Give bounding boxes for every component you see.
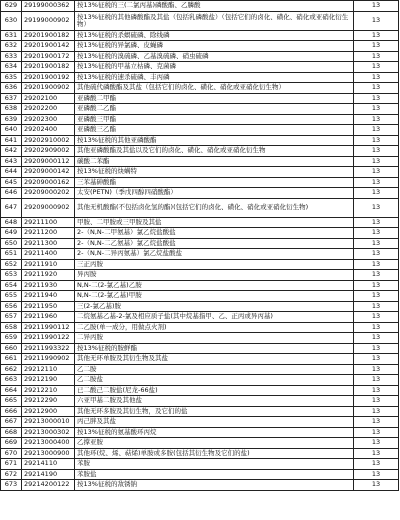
row-number-cell: 671 bbox=[1, 459, 22, 470]
rate-cell: 13 bbox=[354, 104, 399, 115]
table-row bbox=[1, 93, 399, 104]
tariff-code-cell: 29209000142 bbox=[22, 167, 75, 178]
description-cell: 按13%征税的异氯磷、皮蝇磷 bbox=[75, 41, 354, 52]
table-row bbox=[1, 343, 399, 354]
table-row bbox=[1, 217, 399, 228]
description-cell: 三正丙胺 bbox=[75, 259, 354, 270]
table-row bbox=[1, 51, 399, 62]
rate-cell: 13 bbox=[354, 385, 399, 396]
tariff-code-cell: 29211920 bbox=[22, 270, 75, 281]
table-row bbox=[1, 375, 399, 386]
rate-cell: 13 bbox=[354, 11, 399, 30]
table-row bbox=[1, 459, 399, 470]
tariff-code-cell: 29213000400 bbox=[22, 438, 75, 449]
row-number-cell: 633 bbox=[1, 51, 22, 62]
row-number-cell: 643 bbox=[1, 156, 22, 167]
table-row bbox=[1, 135, 399, 146]
table-row bbox=[1, 385, 399, 396]
row-number-cell: 638 bbox=[1, 104, 22, 115]
rate-cell: 13 bbox=[354, 354, 399, 365]
row-number-cell: 668 bbox=[1, 427, 22, 438]
description-cell: 三(2-氯乙基)胺 bbox=[75, 301, 354, 312]
rate-cell: 13 bbox=[354, 333, 399, 344]
table-row bbox=[1, 480, 399, 491]
table-row bbox=[1, 177, 399, 188]
row-number-cell: 653 bbox=[1, 270, 22, 281]
row-number-cell: 632 bbox=[1, 41, 22, 52]
description-cell: 按13%征税的氨基酸环丙烷 bbox=[75, 427, 354, 438]
table-row bbox=[1, 228, 399, 239]
table-row bbox=[1, 448, 399, 459]
row-number-cell: 667 bbox=[1, 417, 22, 428]
table-row bbox=[1, 167, 399, 178]
table-row bbox=[1, 438, 399, 449]
row-number-cell: 635 bbox=[1, 72, 22, 83]
row-number-cell: 640 bbox=[1, 125, 22, 136]
tariff-code-cell: 29211200 bbox=[22, 228, 75, 239]
tariff-code-cell: 29201900192 bbox=[22, 72, 75, 83]
row-number-cell: 639 bbox=[1, 114, 22, 125]
description-cell: 甲胺、二甲胺或三甲胺及其盐 bbox=[75, 217, 354, 228]
table-row bbox=[1, 364, 399, 375]
table-row bbox=[1, 469, 399, 480]
rate-cell: 13 bbox=[354, 280, 399, 291]
rate-cell: 13 bbox=[354, 459, 399, 470]
rate-cell: 13 bbox=[354, 480, 399, 491]
description-cell: 按13%征税的杀螟硫磷、除线磷 bbox=[75, 30, 354, 41]
tariff-code-cell: 29211300 bbox=[22, 238, 75, 249]
tariff-code-cell: 29202909002 bbox=[22, 146, 75, 157]
row-number-cell: 659 bbox=[1, 333, 22, 344]
row-number-cell: 654 bbox=[1, 280, 22, 291]
tariff-code-cell: 29211990902 bbox=[22, 354, 75, 365]
rate-cell: 13 bbox=[354, 301, 399, 312]
rate-cell: 13 bbox=[354, 249, 399, 260]
rate-cell: 13 bbox=[354, 396, 399, 407]
description-cell: 2-（N,N-二甲氨基）氯乙烷盐酸盐 bbox=[75, 228, 354, 239]
tariff-code-cell: 29201900172 bbox=[22, 51, 75, 62]
table-row bbox=[1, 396, 399, 407]
table-row bbox=[1, 312, 399, 323]
rate-cell: 13 bbox=[354, 291, 399, 302]
description-cell: 按13%征税的其他亚磷酸酯 bbox=[75, 135, 354, 146]
table-row bbox=[1, 114, 399, 125]
tariff-code-cell: 29211100 bbox=[22, 217, 75, 228]
description-cell: 按13%征税的敌锈钠 bbox=[75, 480, 354, 491]
row-number-cell: 662 bbox=[1, 364, 22, 375]
rate-cell: 13 bbox=[354, 83, 399, 94]
row-number-cell: 649 bbox=[1, 228, 22, 239]
description-cell: 苯胺 bbox=[75, 459, 354, 470]
table-row bbox=[1, 72, 399, 83]
table-row bbox=[1, 291, 399, 302]
table-row bbox=[1, 11, 399, 30]
rate-cell: 13 bbox=[354, 427, 399, 438]
tariff-code-cell: 29209000902 bbox=[22, 198, 75, 217]
tariff-code-cell: 29211940 bbox=[22, 291, 75, 302]
tariff-code-cell: 29211400 bbox=[22, 249, 75, 260]
description-cell: 碳酸二苯酯 bbox=[75, 156, 354, 167]
description-cell: 其他无机酸酯(不包括卤化氢的酯)(包括它们的卤化、磺化、硝化或亚硝化衍生物) bbox=[75, 198, 354, 217]
table-row bbox=[1, 354, 399, 365]
description-cell: 亚磷酸三甲酯 bbox=[75, 114, 354, 125]
table-row bbox=[1, 83, 399, 94]
row-number-cell: 673 bbox=[1, 480, 22, 491]
tariff-code-cell: 29211993322 bbox=[22, 343, 75, 354]
description-cell: 亚磷酸三乙酯 bbox=[75, 125, 354, 136]
description-cell: 按13%征税的甲基立枯磷、克菌磷 bbox=[75, 62, 354, 73]
description-cell: 按13%征税的溴硫磷、乙基溴硫磷、硝虫硫磷 bbox=[75, 51, 354, 62]
table-row bbox=[1, 427, 399, 438]
tariff-code-cell: 29209000112 bbox=[22, 156, 75, 167]
table-row bbox=[1, 156, 399, 167]
row-number-cell: 637 bbox=[1, 93, 22, 104]
rate-cell: 13 bbox=[354, 30, 399, 41]
rate-cell: 13 bbox=[354, 156, 399, 167]
tariff-code-cell: 29214190 bbox=[22, 469, 75, 480]
row-number-cell: 648 bbox=[1, 217, 22, 228]
row-number-cell: 645 bbox=[1, 177, 22, 188]
rate-cell: 13 bbox=[354, 114, 399, 125]
description-cell: 苯胺盐 bbox=[75, 469, 354, 480]
tariff-code-cell: 29199000902 bbox=[22, 11, 75, 30]
rate-cell: 13 bbox=[354, 135, 399, 146]
description-cell: 太安(PETN)（季戊四醇四硝酸酯） bbox=[75, 188, 354, 199]
tariff-code-cell: 29211930 bbox=[22, 280, 75, 291]
rate-cell: 13 bbox=[354, 438, 399, 449]
rate-cell: 13 bbox=[354, 469, 399, 480]
tariff-code-cell: 29211990122 bbox=[22, 333, 75, 344]
rate-cell: 13 bbox=[354, 62, 399, 73]
tariff-code-cell: 29212190 bbox=[22, 375, 75, 386]
description-cell: 按13%征税的三(二氯丙基)磷酸酯、乙膦酸 bbox=[75, 1, 354, 12]
row-number-cell: 657 bbox=[1, 312, 22, 323]
row-number-cell: 631 bbox=[1, 30, 22, 41]
tariff-code-cell: 29213000010 bbox=[22, 417, 75, 428]
rate-cell: 13 bbox=[354, 198, 399, 217]
row-number-cell: 670 bbox=[1, 448, 22, 459]
rate-cell: 13 bbox=[354, 312, 399, 323]
tariff-code-cell: 29214200122 bbox=[22, 480, 75, 491]
description-cell: 异丙胺 bbox=[75, 270, 354, 281]
rate-cell: 13 bbox=[354, 188, 399, 199]
tariff-code-cell: 29201900182 bbox=[22, 30, 75, 41]
rate-cell: 13 bbox=[354, 72, 399, 83]
row-number-cell: 660 bbox=[1, 343, 22, 354]
row-number-cell: 669 bbox=[1, 438, 22, 449]
tariff-code-cell: 29201900182 bbox=[22, 62, 75, 73]
row-number-cell: 666 bbox=[1, 406, 22, 417]
tariff-code-cell: 29211990112 bbox=[22, 322, 75, 333]
table-row bbox=[1, 406, 399, 417]
tariff-code-cell: 29212110 bbox=[22, 364, 75, 375]
tariff-code-cell: 29212900 bbox=[22, 406, 75, 417]
tariff-code-cell: 29202100 bbox=[22, 93, 75, 104]
tariff-code-cell: 29209000202 bbox=[22, 188, 75, 199]
description-cell: 2-（N,N-二异丙氨基）氯乙烷盐酸盐 bbox=[75, 249, 354, 260]
row-number-cell: 651 bbox=[1, 249, 22, 260]
description-cell: 其他无环单胺及其衍生物及其盐 bbox=[75, 354, 354, 365]
rate-cell: 13 bbox=[354, 217, 399, 228]
table-row bbox=[1, 188, 399, 199]
tariff-code-cell: 29202300 bbox=[22, 114, 75, 125]
row-number-cell: 656 bbox=[1, 301, 22, 312]
rate-cell: 13 bbox=[354, 177, 399, 188]
description-cell: 二异丙胺 bbox=[75, 333, 354, 344]
description-cell: N,N-二(2-氯乙基)甲胺 bbox=[75, 291, 354, 302]
description-cell: 按13%征税的胺鲜酯 bbox=[75, 343, 354, 354]
rate-cell: 13 bbox=[354, 259, 399, 270]
rate-cell: 13 bbox=[354, 167, 399, 178]
row-number-cell: 658 bbox=[1, 322, 22, 333]
table-row bbox=[1, 104, 399, 115]
tariff-code-cell: 29211910 bbox=[22, 259, 75, 270]
description-cell: 已二酸己二胺盐(尼龙-66盐) bbox=[75, 385, 354, 396]
rate-cell: 13 bbox=[354, 125, 399, 136]
row-number-cell: 647 bbox=[1, 198, 22, 217]
description-cell: 按13%征税的炔螨特 bbox=[75, 167, 354, 178]
rate-cell: 13 bbox=[354, 448, 399, 459]
description-cell: 乙二胺 bbox=[75, 364, 354, 375]
tariff-table-body bbox=[1, 1, 399, 491]
rate-cell: 13 bbox=[354, 322, 399, 333]
rate-cell: 13 bbox=[354, 41, 399, 52]
table-row bbox=[1, 238, 399, 249]
table-row bbox=[1, 259, 399, 270]
rate-cell: 13 bbox=[354, 228, 399, 239]
rate-cell: 13 bbox=[354, 146, 399, 157]
table-row bbox=[1, 30, 399, 41]
description-cell: 亚磷酸二甲酯 bbox=[75, 93, 354, 104]
row-number-cell: 636 bbox=[1, 83, 22, 94]
table-row bbox=[1, 417, 399, 428]
table-row bbox=[1, 270, 399, 281]
tariff-code-cell: 29212290 bbox=[22, 396, 75, 407]
table-row bbox=[1, 249, 399, 260]
row-number-cell: 655 bbox=[1, 291, 22, 302]
tariff-code-cell: 29209000162 bbox=[22, 177, 75, 188]
tariff-code-cell: 29199000362 bbox=[22, 1, 75, 12]
tariff-code-cell: 29202910002 bbox=[22, 135, 75, 146]
description-cell: 三苯基砷酸酯 bbox=[75, 177, 354, 188]
table-row bbox=[1, 301, 399, 312]
description-cell: 按13%征税的其他磷酸酯及其盐（包括乳磷酸盐）（包括它们的卤化、磺化、硝化或亚硝化衍生物） bbox=[75, 11, 354, 30]
table-row bbox=[1, 322, 399, 333]
row-number-cell: 661 bbox=[1, 354, 22, 365]
description-cell: 其他亚磷酸酯及其盐以及它们的卤化、磺化、硝化或亚硝化衍生物 bbox=[75, 146, 354, 157]
rate-cell: 13 bbox=[354, 417, 399, 428]
row-number-cell: 664 bbox=[1, 385, 22, 396]
description-cell: 乙撑亚胺 bbox=[75, 438, 354, 449]
description-cell: 其他硫代磷酸酯及其盐（包括它们的卤化、磺化、硝化或亚硝化衍生物） bbox=[75, 83, 354, 94]
tariff-code-cell: 29201900902 bbox=[22, 83, 75, 94]
tariff-code-cell: 29211960 bbox=[22, 312, 75, 323]
row-number-cell: 665 bbox=[1, 396, 22, 407]
rate-cell: 13 bbox=[354, 364, 399, 375]
row-number-cell: 642 bbox=[1, 146, 22, 157]
table-row bbox=[1, 198, 399, 217]
table-row bbox=[1, 146, 399, 157]
tariff-code-cell: 29213000900 bbox=[22, 448, 75, 459]
tariff-code-cell: 29202200 bbox=[22, 104, 75, 115]
description-cell: 2-（N,N-二乙氨基）氯乙烷盐酸盐 bbox=[75, 238, 354, 249]
rate-cell: 13 bbox=[354, 238, 399, 249]
rate-cell: 13 bbox=[354, 51, 399, 62]
tariff-code-cell: 29212210 bbox=[22, 385, 75, 396]
description-cell: 丙己胖及其盐 bbox=[75, 417, 354, 428]
row-number-cell: 630 bbox=[1, 11, 22, 30]
row-number-cell: 641 bbox=[1, 135, 22, 146]
tariff-code-cell: 29214110 bbox=[22, 459, 75, 470]
table-row bbox=[1, 333, 399, 344]
description-cell: N,N-二(2-氯乙基)乙胺 bbox=[75, 280, 354, 291]
description-cell: 二烷氨基乙基-2-氯及相应质子盐(其中烷基指甲、乙、正丙或异丙基) bbox=[75, 312, 354, 323]
tariff-code-cell: 29201900142 bbox=[22, 41, 75, 52]
tariff-code-cell: 29202400 bbox=[22, 125, 75, 136]
table-row bbox=[1, 62, 399, 73]
table-row bbox=[1, 41, 399, 52]
rate-cell: 13 bbox=[354, 375, 399, 386]
description-cell: 其他无环多胺及其衍生物，及它们的盐 bbox=[75, 406, 354, 417]
table-row bbox=[1, 1, 399, 12]
table-row bbox=[1, 280, 399, 291]
rate-cell: 13 bbox=[354, 93, 399, 104]
rate-cell: 13 bbox=[354, 406, 399, 417]
table-row bbox=[1, 125, 399, 136]
row-number-cell: 652 bbox=[1, 259, 22, 270]
row-number-cell: 629 bbox=[1, 1, 22, 12]
description-cell: 二乙胺(单一成分，用做点火剂) bbox=[75, 322, 354, 333]
description-cell: 按13%征税的速杀硫磷、丰丙磷 bbox=[75, 72, 354, 83]
row-number-cell: 644 bbox=[1, 167, 22, 178]
description-cell: 乙二胺盐 bbox=[75, 375, 354, 386]
row-number-cell: 650 bbox=[1, 238, 22, 249]
rate-cell: 13 bbox=[354, 343, 399, 354]
row-number-cell: 646 bbox=[1, 188, 22, 199]
row-number-cell: 672 bbox=[1, 469, 22, 480]
rate-cell: 13 bbox=[354, 1, 399, 12]
row-number-cell: 663 bbox=[1, 375, 22, 386]
row-number-cell: 634 bbox=[1, 62, 22, 73]
description-cell: 亚磷酸二乙酯 bbox=[75, 104, 354, 115]
rate-cell: 13 bbox=[354, 270, 399, 281]
description-cell: 六亚甲基二胺及其他盐 bbox=[75, 396, 354, 407]
description-cell: 其他环(烷、烯、萜烯)单胺或多胺(包括其衍生物及它们的盐) bbox=[75, 448, 354, 459]
tariff-code-cell: 29213000302 bbox=[22, 427, 75, 438]
tariff-code-cell: 29211950 bbox=[22, 301, 75, 312]
